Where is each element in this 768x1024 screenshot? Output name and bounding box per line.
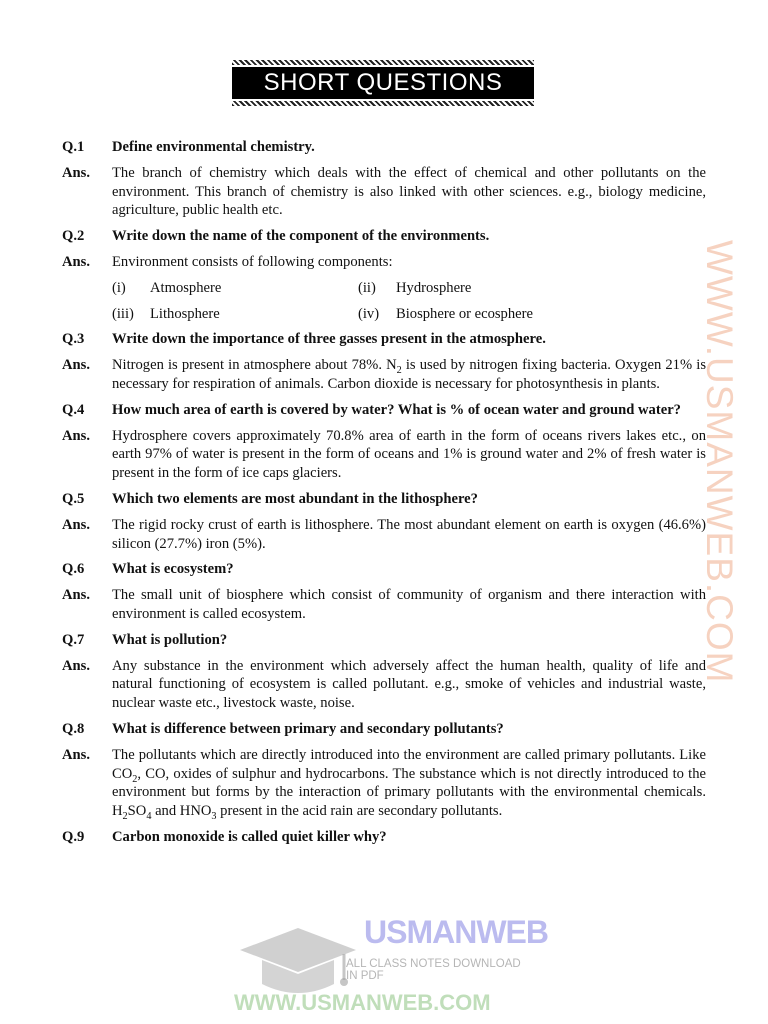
question-6 bbox=[62, 560, 706, 579]
answer-7 bbox=[62, 657, 706, 713]
answer-label: Ans. bbox=[62, 657, 90, 674]
question-text: Write down the name of the component of the environments. bbox=[112, 228, 490, 245]
answer-5 bbox=[62, 516, 706, 554]
answer-label: Ans. bbox=[62, 253, 90, 270]
answer-text-part: SO bbox=[127, 803, 147, 820]
question-5 bbox=[62, 490, 706, 509]
banner-bottom-border bbox=[232, 101, 534, 106]
list-item-text: Lithosphere bbox=[150, 305, 220, 322]
answer-label: Ans. bbox=[62, 357, 90, 374]
question-8 bbox=[62, 720, 706, 739]
answer-text-part: , CO, oxides of sulphur and hydrocarbons. The substance which is not directly introduced to the environment but forms by the interaction of primary pollutants with the environmental chemicals. H bbox=[112, 765, 706, 820]
list-item-text: Biosphere or ecosphere bbox=[396, 305, 533, 322]
answer-text-part: is used by nitrogen fixing bacteria. Oxygen 21% is necessary for respiration of animals. Carbon dioxide is necessary for photosynthesis in plants. bbox=[112, 357, 706, 392]
question-3 bbox=[62, 330, 706, 349]
side-watermark: WWW.USMANWEB.COM bbox=[699, 240, 740, 684]
watermark-logo bbox=[232, 912, 548, 1024]
watermark-url: WWW.USMANWEB.COM bbox=[234, 990, 491, 1015]
answer-6 bbox=[62, 586, 706, 624]
answer-label: Ans. bbox=[62, 164, 90, 181]
qa-list bbox=[62, 138, 706, 854]
list-item bbox=[358, 305, 706, 324]
answer-4 bbox=[62, 427, 706, 483]
question-text: What is pollution? bbox=[112, 631, 228, 648]
subscript: 4 bbox=[146, 811, 152, 823]
answer-text: The branch of chemistry which deals with the effect of chemical and other pollutants on the environment. This branch of chemistry is also linked with other sciences. e.g., biology medicine, agriculture, public health etc. bbox=[112, 164, 706, 219]
question-text: What is difference between primary and secondary pollutants? bbox=[112, 720, 504, 737]
list-item-number: (i) bbox=[112, 279, 126, 296]
answer-text bbox=[112, 746, 706, 821]
answer-body bbox=[112, 253, 706, 323]
answer-text: Hydrosphere covers approximately 70.8% area of earth in the form of oceans rivers lakes etc., on earth 97% of water is present in the form of oceans and 1% is ground water and 2% of fresh water is present in the form of ice caps glaciers. bbox=[112, 427, 706, 482]
list-item bbox=[112, 305, 358, 324]
subscript: 2 bbox=[396, 365, 402, 377]
question-label: Q.3 bbox=[62, 331, 85, 348]
question-text: Carbon monoxide is called quiet killer why? bbox=[112, 828, 387, 845]
question-label: Q.1 bbox=[62, 139, 85, 155]
watermark-tagline: ALL CLASS NOTES DOWNLOAD IN PDF bbox=[346, 958, 521, 982]
subscript: 2 bbox=[122, 811, 128, 823]
subscript: 3 bbox=[211, 811, 217, 823]
question-text: Write down the importance of three gasses present in the atmosphere. bbox=[112, 331, 546, 348]
question-text: Which two elements are most abundant in the lithosphere? bbox=[112, 490, 478, 507]
list-item bbox=[358, 279, 706, 298]
list-item-text: Atmosphere bbox=[150, 279, 222, 296]
question-4 bbox=[62, 401, 706, 420]
subscript: 2 bbox=[132, 773, 138, 785]
question-2 bbox=[62, 227, 706, 246]
list-item-number: (iii) bbox=[112, 305, 134, 322]
watermark-brand: USMANWEB bbox=[364, 914, 548, 950]
answer-3 bbox=[62, 356, 706, 394]
answer-text-part: and HNO bbox=[151, 803, 212, 820]
banner-top-border bbox=[232, 60, 534, 65]
answer-label: Ans. bbox=[62, 587, 90, 604]
question-text: Define environmental chemistry. bbox=[112, 139, 315, 155]
question-label: Q.5 bbox=[62, 490, 85, 507]
question-text: How much area of earth is covered by water? What is % of ocean water and ground water? bbox=[112, 401, 681, 418]
answer-label: Ans. bbox=[62, 516, 90, 533]
list-item bbox=[112, 279, 358, 298]
question-9 bbox=[62, 828, 706, 847]
list-item-number: (ii) bbox=[358, 279, 376, 296]
answer-2 bbox=[62, 253, 706, 323]
component-list bbox=[112, 279, 706, 324]
list-item-number: (iv) bbox=[358, 305, 380, 322]
answer-8 bbox=[62, 746, 706, 821]
question-1 bbox=[62, 138, 706, 157]
question-label: Q.4 bbox=[62, 401, 85, 418]
answer-label: Ans. bbox=[62, 427, 90, 444]
answer-text-part: Nitrogen is present in atmosphere about 78%. N bbox=[112, 357, 397, 374]
answer-text: The small unit of biosphere which consist of community of organism and there interaction with environment is called ecosystem. bbox=[112, 587, 706, 622]
question-label: Q.9 bbox=[62, 828, 85, 845]
answer-label: Ans. bbox=[62, 746, 90, 763]
answer-text: Environment consists of following components: bbox=[112, 253, 393, 270]
question-label: Q.2 bbox=[62, 228, 85, 245]
question-7 bbox=[62, 631, 706, 650]
page-title: SHORT QUESTIONS bbox=[232, 67, 534, 99]
list-item-text: Hydrosphere bbox=[396, 279, 472, 296]
section-banner bbox=[232, 60, 534, 106]
question-text: What is ecosystem? bbox=[112, 561, 234, 578]
question-label: Q.7 bbox=[62, 631, 85, 648]
graduation-cap-icon bbox=[232, 920, 364, 998]
question-label: Q.8 bbox=[62, 720, 85, 737]
answer-text-part: The pollutants which are directly introduced into the environment are called primary pollutants. Like CO bbox=[112, 746, 706, 782]
answer-text: Any substance in the environment which adversely affect the human health, quality of life and natural functioning of ecosystem is called pollutant. e.g., smoke of vehicles and industrial waste, nuclear waste etc., livestock waste, noise. bbox=[112, 657, 706, 712]
answer-text bbox=[112, 356, 706, 394]
answer-text-part: present in the acid rain are secondary pollutants. bbox=[216, 803, 503, 820]
answer-1 bbox=[62, 164, 706, 220]
question-label: Q.6 bbox=[62, 561, 85, 578]
answer-text: The rigid rocky crust of earth is lithosphere. The most abundant element on earth is oxygen (46.6%) silicon (27.7%) iron (5%). bbox=[112, 516, 706, 552]
